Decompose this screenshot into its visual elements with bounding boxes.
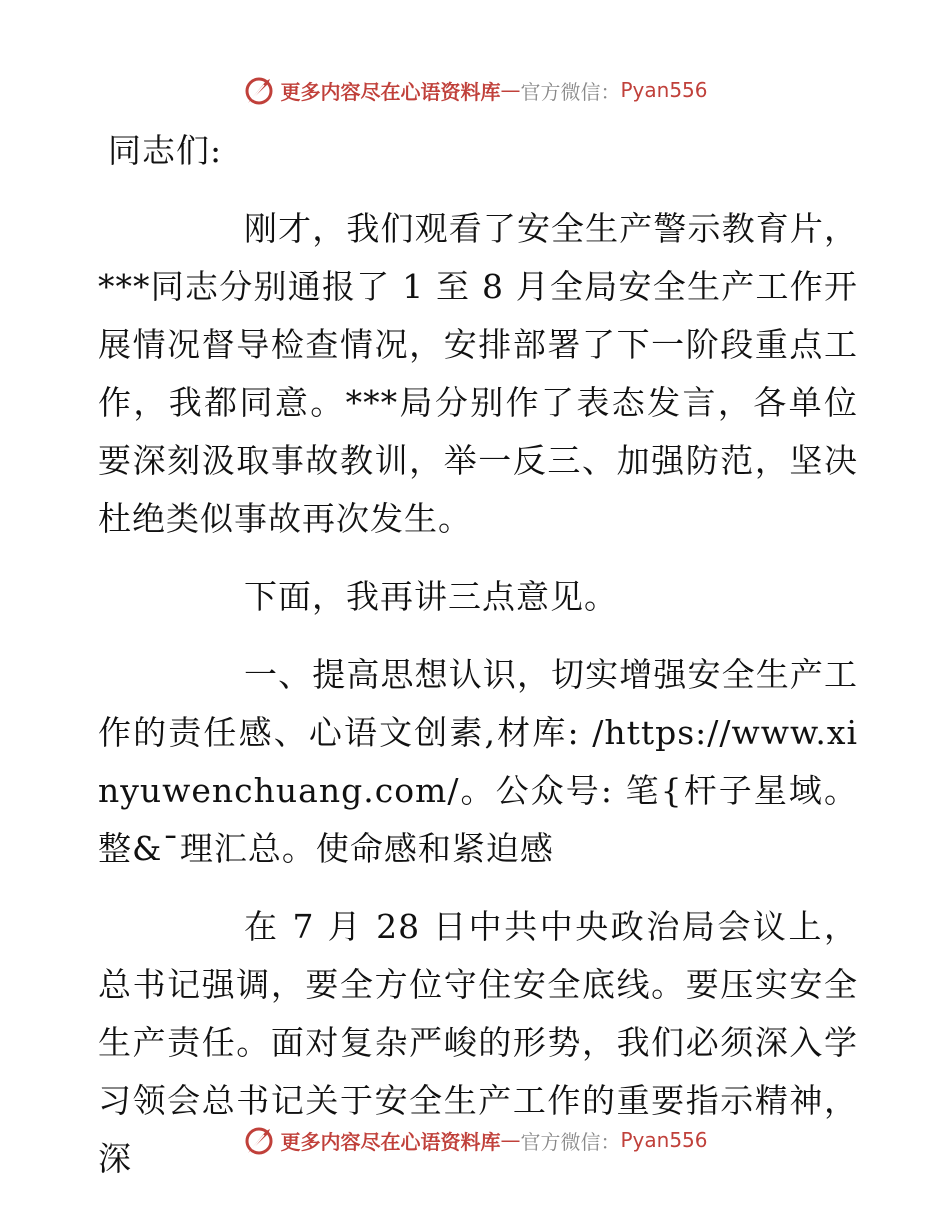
watermark-site-text: 更多内容尽在心语资料库: [280, 1129, 501, 1154]
watermark-wechat-id: Pyan556: [620, 78, 708, 102]
quill-pen-logo-icon: [242, 1123, 276, 1157]
watermark-wechat-label: 官方微信：: [520, 79, 621, 104]
paragraph-2: 下面，我再讲三点意见。: [244, 577, 618, 616]
paragraph-4: 在 7 月 28 日中共中央政治局会议上，总书记强调，要全方位守住安全底线。要压实安全生产责任。面对复杂严峻的形势，我们必须深入学习领会总书记关于安全生产工作的重要指示精神，深: [98, 907, 858, 1178]
quill-pen-logo-icon: [242, 73, 276, 107]
header-watermark: [0, 70, 950, 110]
paragraph-3: 一、提高思想认识，切实增强安全生产工作的责任感、心语文创素,材库: /https://www.xinyuwenchuang.com/。公众号: 笔{杆子星域。整&¯理汇总。使命感和紧迫感: [98, 655, 858, 868]
document-body: [98, 122, 858, 1208]
watermark-separator: —: [500, 78, 521, 102]
watermark-site-text: 更多内容尽在心语资料库: [280, 79, 501, 104]
watermark-wechat-label: 官方微信：: [520, 1129, 621, 1154]
watermark-wechat-id: Pyan556: [620, 1128, 708, 1152]
salutation: 同志们:: [108, 131, 223, 170]
footer-watermark: [0, 1120, 950, 1160]
paragraph-1: 刚才，我们观看了安全生产警示教育片，***同志分别通报了 1 至 8 月全局安全生产工作开展情况督导检查情况，安排部署了下一阶段重点工作，我都同意。***局分别作了表态发言，各单位要深刻汲取事故教训，举一反三、加强防范，坚决杜绝类似事故再次发生。: [98, 209, 858, 538]
watermark-separator: —: [500, 1128, 521, 1152]
